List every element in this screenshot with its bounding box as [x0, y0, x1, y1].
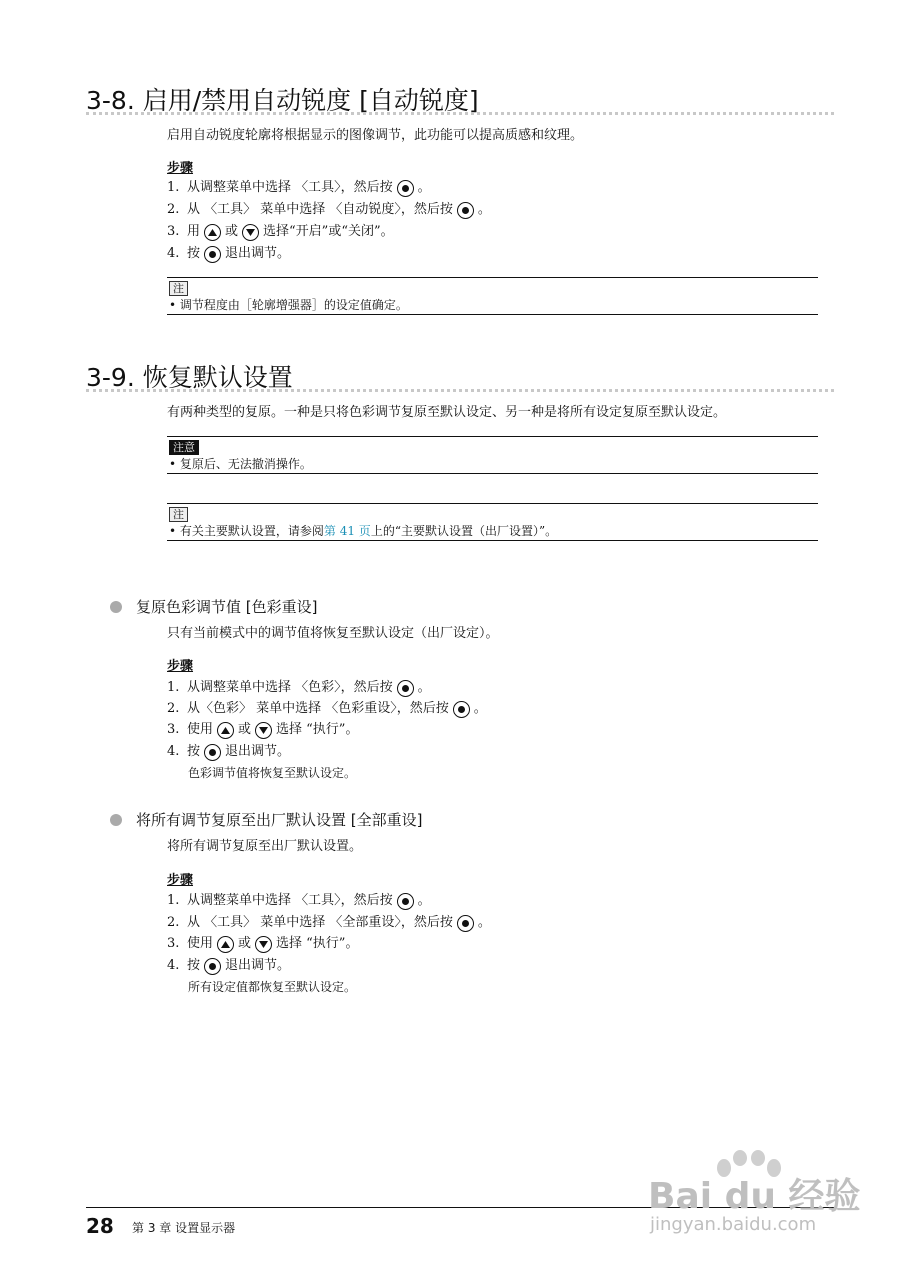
watermark-url: jingyan.baidu.com — [650, 1214, 817, 1235]
page-number: 28 — [86, 1214, 114, 1238]
all-reset-intro: 将所有调节复原至出厂默认设置。 — [167, 839, 363, 854]
step-1: 1. 从调整菜单中选择 〈色彩〉，然后按 。 — [167, 680, 431, 695]
note-tag: 注 — [169, 507, 188, 522]
page-link[interactable]: 第 41 页 — [323, 524, 371, 538]
note-bottom-rule — [167, 540, 818, 541]
step-4: 4. 按 退出调节。 — [167, 744, 291, 759]
note-text: • 有关主要默认设置，请参阅第 41 页上的“主要默认设置（出厂设置）”。 — [169, 524, 558, 538]
step-2: 2. 从 〈工具〉 菜单中选择 〈自动锐度〉，然后按 。 — [167, 202, 491, 217]
color-reset-intro: 只有当前模式中的调节值将恢复至默认设定（出厂设定）。 — [167, 626, 499, 641]
chapter-label: 第 3 章 设置显示器 — [132, 1221, 236, 1235]
note-top-rule — [167, 503, 818, 504]
note-bottom-rule — [167, 314, 818, 315]
section-3-8-title: 3-8. 启用/禁用自动锐度 [自动锐度] — [86, 86, 479, 115]
caution-tag: 注意 — [169, 440, 199, 455]
step-3: 3. 用 或 选择“开启”或“关闭”。 — [167, 224, 394, 239]
caution-text: • 复原后、无法撤消操作。 — [169, 457, 312, 471]
down-arrow-button-icon — [255, 936, 272, 953]
down-arrow-button-icon — [242, 224, 259, 241]
note-text: • 调节程度由［轮廓增强器］的设定值确定。 — [169, 298, 408, 312]
enter-button-icon — [204, 744, 221, 761]
step-3: 3. 使用 或 选择 “执行”。 — [167, 936, 359, 951]
title-underline-dots — [86, 112, 834, 115]
step-1: 1. 从调整菜单中选择 〈工具〉，然后按 。 — [167, 893, 431, 908]
step-4: 4. 按 退出调节。 — [167, 958, 291, 973]
enter-button-icon — [453, 701, 470, 718]
enter-button-icon — [397, 893, 414, 910]
caution-top-rule — [167, 436, 818, 437]
section-3-8-intro: 启用自动锐度轮廓将根据显示的图像调节，此功能可以提高质感和纹理。 — [167, 128, 584, 143]
watermark-brand: Bai du 经验 — [648, 1176, 861, 1217]
caution-bottom-rule — [167, 473, 818, 474]
bullet-icon — [110, 601, 122, 613]
step-result-text: 色彩调节值将恢复至默认设定。 — [188, 766, 357, 780]
up-arrow-button-icon — [217, 936, 234, 953]
all-reset-heading: 将所有调节复原至出厂默认设置 [全部重设] — [110, 809, 422, 830]
steps-heading: 步骤 — [167, 161, 194, 176]
note-top-rule — [167, 277, 818, 278]
note-tag: 注 — [169, 281, 188, 296]
bullet-icon — [110, 814, 122, 826]
enter-button-icon — [204, 958, 221, 975]
color-reset-heading: 复原色彩调节值 [色彩重设] — [110, 596, 317, 617]
title-underline-dots — [86, 389, 834, 392]
enter-button-icon — [204, 246, 221, 263]
down-arrow-button-icon — [255, 722, 272, 739]
up-arrow-button-icon — [204, 224, 221, 241]
step-1: 1. 从调整菜单中选择 〈工具〉，然后按 。 — [167, 180, 431, 195]
enter-button-icon — [397, 180, 414, 197]
steps-heading: 步骤 — [167, 659, 194, 674]
enter-button-icon — [457, 202, 474, 219]
section-3-9-intro: 有两种类型的复原。一种是只将色彩调节复原至默认设定、另一种是将所有设定复原至默认设定。 — [167, 405, 727, 420]
enter-button-icon — [457, 915, 474, 932]
step-2: 2. 从〈色彩〉 菜单中选择 〈色彩重设〉，然后按 。 — [167, 701, 487, 716]
up-arrow-button-icon — [217, 722, 234, 739]
steps-heading: 步骤 — [167, 873, 194, 888]
step-4: 4. 按 退出调节。 — [167, 246, 291, 261]
step-3: 3. 使用 或 选择 “执行”。 — [167, 722, 359, 737]
section-3-9-title: 3-9. 恢复默认设置 — [86, 363, 293, 392]
step-result-text: 所有设定值都恢复至默认设定。 — [188, 980, 357, 994]
step-2: 2. 从 〈工具〉 菜单中选择 〈全部重设〉，然后按 。 — [167, 915, 491, 930]
enter-button-icon — [397, 680, 414, 697]
